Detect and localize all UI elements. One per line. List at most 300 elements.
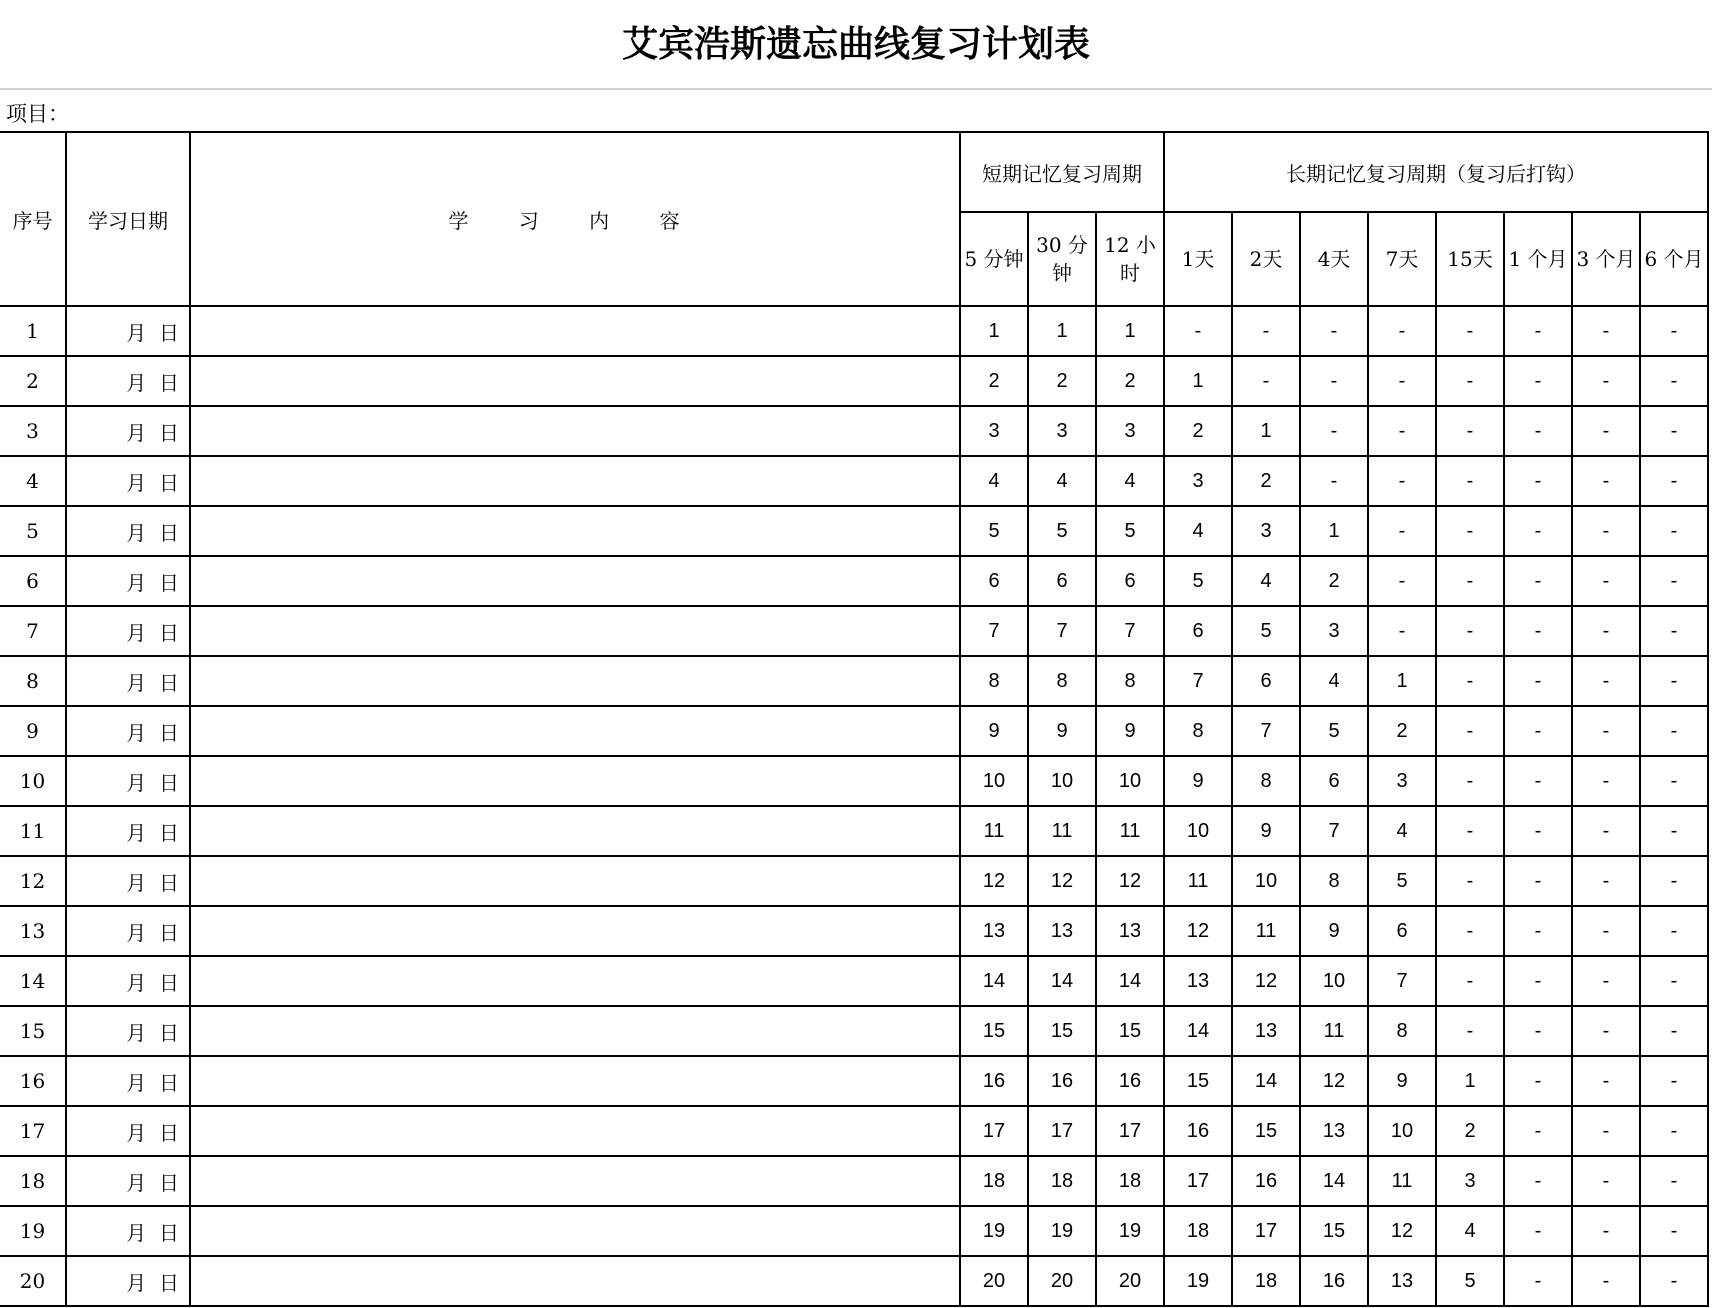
long-review-cell[interactable]: 7 — [1300, 806, 1368, 856]
title-row — [0, 0, 1712, 90]
long-review-cell[interactable]: 17 — [1164, 1156, 1232, 1206]
short-review-cell[interactable]: 3 — [1028, 406, 1096, 456]
long-review-cell[interactable]: - — [1504, 906, 1572, 956]
date-cell[interactable]: 月 日 — [66, 656, 190, 706]
header-long-col: 15天 — [1436, 212, 1504, 306]
long-review-cell[interactable]: - — [1368, 506, 1436, 556]
long-review-cell[interactable]: - — [1504, 606, 1572, 656]
long-review-cell[interactable]: - — [1572, 806, 1640, 856]
short-review-cell[interactable]: 17 — [1096, 1106, 1164, 1156]
short-review-cell[interactable]: 6 — [1096, 556, 1164, 606]
table-row — [0, 506, 1708, 556]
content-cell[interactable] — [190, 1206, 960, 1256]
table-row — [0, 356, 1708, 406]
content-cell[interactable] — [190, 556, 960, 606]
date-cell[interactable]: 月 日 — [66, 756, 190, 806]
long-review-cell[interactable]: - — [1504, 1206, 1572, 1256]
long-review-cell[interactable]: - — [1572, 906, 1640, 956]
table-row — [0, 906, 1708, 956]
long-review-cell[interactable]: - — [1436, 606, 1504, 656]
date-cell[interactable]: 月 日 — [66, 956, 190, 1006]
long-review-cell[interactable]: - — [1640, 556, 1708, 606]
short-review-cell[interactable]: 10 — [1096, 756, 1164, 806]
long-review-cell[interactable]: 14 — [1232, 1056, 1300, 1106]
long-review-cell[interactable]: - — [1436, 756, 1504, 806]
long-review-cell[interactable]: 7 — [1164, 656, 1232, 706]
long-review-cell[interactable]: 15 — [1232, 1106, 1300, 1156]
short-review-cell[interactable]: 2 — [960, 356, 1028, 406]
long-review-cell[interactable]: - — [1640, 406, 1708, 456]
short-review-cell[interactable]: 4 — [1028, 456, 1096, 506]
long-review-cell[interactable]: 1 — [1164, 356, 1232, 406]
long-review-cell[interactable]: - — [1504, 756, 1572, 806]
long-review-cell[interactable]: - — [1504, 806, 1572, 856]
long-review-cell[interactable]: 9 — [1232, 806, 1300, 856]
long-review-cell[interactable]: 13 — [1300, 1106, 1368, 1156]
short-review-cell[interactable]: 5 — [1028, 506, 1096, 556]
long-review-cell[interactable]: - — [1640, 706, 1708, 756]
short-review-cell[interactable]: 9 — [1096, 706, 1164, 756]
short-review-cell[interactable]: 13 — [960, 906, 1028, 956]
table-row — [0, 1156, 1708, 1206]
content-cell[interactable] — [190, 1256, 960, 1306]
long-review-cell[interactable]: 12 — [1232, 956, 1300, 1006]
short-review-cell[interactable]: 6 — [1028, 556, 1096, 606]
short-review-cell[interactable]: 18 — [1028, 1156, 1096, 1206]
long-review-cell[interactable]: - — [1504, 1256, 1572, 1306]
date-cell[interactable]: 月 日 — [66, 606, 190, 656]
long-review-cell[interactable]: - — [1504, 456, 1572, 506]
long-review-cell[interactable]: 10 — [1164, 806, 1232, 856]
long-review-cell[interactable]: 14 — [1164, 1006, 1232, 1056]
long-review-cell[interactable]: - — [1232, 306, 1300, 356]
short-review-cell[interactable]: 12 — [1028, 856, 1096, 906]
long-review-cell[interactable]: - — [1300, 456, 1368, 506]
header-long-col: 6 个月 — [1640, 212, 1708, 306]
long-review-cell[interactable]: - — [1368, 456, 1436, 506]
short-review-cell[interactable]: 7 — [1096, 606, 1164, 656]
date-cell[interactable]: 月 日 — [66, 806, 190, 856]
long-review-cell[interactable]: 13 — [1232, 1006, 1300, 1056]
long-review-cell[interactable]: 3 — [1300, 606, 1368, 656]
short-review-cell[interactable]: 9 — [960, 706, 1028, 756]
long-review-cell[interactable]: 12 — [1300, 1056, 1368, 1106]
short-review-cell[interactable]: 14 — [1028, 956, 1096, 1006]
short-review-cell[interactable]: 3 — [960, 406, 1028, 456]
long-review-cell[interactable]: 6 — [1164, 606, 1232, 656]
date-cell[interactable]: 月 日 — [66, 856, 190, 906]
seq-cell: 4 — [0, 456, 66, 506]
long-review-cell[interactable]: 18 — [1232, 1256, 1300, 1306]
long-review-cell[interactable]: - — [1572, 556, 1640, 606]
long-review-cell[interactable]: - — [1504, 506, 1572, 556]
short-review-cell[interactable]: 14 — [1096, 956, 1164, 1006]
long-review-cell[interactable]: - — [1572, 956, 1640, 1006]
table-row — [0, 1106, 1708, 1156]
long-review-cell[interactable]: 5 — [1368, 856, 1436, 906]
long-review-cell[interactable]: 18 — [1164, 1206, 1232, 1256]
table-row — [0, 1056, 1708, 1106]
long-review-cell[interactable]: - — [1504, 856, 1572, 906]
long-review-cell[interactable]: - — [1436, 806, 1504, 856]
long-review-cell[interactable]: 3 — [1232, 506, 1300, 556]
short-review-cell[interactable]: 20 — [1028, 1256, 1096, 1306]
long-review-cell[interactable]: - — [1640, 1156, 1708, 1206]
short-review-cell[interactable]: 5 — [1096, 506, 1164, 556]
short-review-cell[interactable]: 8 — [1028, 656, 1096, 706]
long-review-cell[interactable]: - — [1504, 1106, 1572, 1156]
long-review-cell[interactable]: - — [1504, 956, 1572, 1006]
long-review-cell[interactable]: 2 — [1436, 1106, 1504, 1156]
long-review-cell[interactable]: 3 — [1436, 1156, 1504, 1206]
seq-cell: 18 — [0, 1156, 66, 1206]
short-review-cell[interactable]: 8 — [960, 656, 1028, 706]
short-review-cell[interactable]: 9 — [1028, 706, 1096, 756]
long-review-cell[interactable]: - — [1640, 806, 1708, 856]
long-review-cell[interactable]: - — [1436, 956, 1504, 1006]
long-review-cell[interactable]: 10 — [1232, 856, 1300, 906]
long-review-cell[interactable]: 9 — [1368, 1056, 1436, 1106]
long-review-cell[interactable]: 4 — [1300, 656, 1368, 706]
short-review-cell[interactable]: 8 — [1096, 656, 1164, 706]
long-review-cell[interactable]: - — [1300, 306, 1368, 356]
long-review-cell[interactable]: 9 — [1300, 906, 1368, 956]
long-review-cell[interactable]: - — [1572, 406, 1640, 456]
date-cell[interactable]: 月 日 — [66, 1106, 190, 1156]
long-review-cell[interactable]: 12 — [1164, 906, 1232, 956]
content-cell[interactable] — [190, 906, 960, 956]
content-cell[interactable] — [190, 606, 960, 656]
content-cell[interactable] — [190, 1006, 960, 1056]
short-review-cell[interactable]: 4 — [1096, 456, 1164, 506]
long-review-cell[interactable]: - — [1368, 356, 1436, 406]
short-review-cell[interactable]: 17 — [960, 1106, 1028, 1156]
seq-cell: 13 — [0, 906, 66, 956]
short-review-cell[interactable]: 7 — [960, 606, 1028, 656]
long-review-cell[interactable]: 9 — [1164, 756, 1232, 806]
long-review-cell[interactable]: - — [1572, 356, 1640, 406]
long-review-cell[interactable]: 16 — [1232, 1156, 1300, 1206]
short-review-cell[interactable]: 10 — [1028, 756, 1096, 806]
table-row — [0, 1206, 1708, 1256]
long-review-cell[interactable]: - — [1640, 506, 1708, 556]
long-review-cell[interactable]: 5 — [1436, 1256, 1504, 1306]
long-review-cell[interactable]: - — [1436, 706, 1504, 756]
long-review-cell[interactable]: 2 — [1300, 556, 1368, 606]
short-review-cell[interactable]: 11 — [1028, 806, 1096, 856]
short-review-cell[interactable]: 12 — [960, 856, 1028, 906]
short-review-cell[interactable]: 1 — [1096, 306, 1164, 356]
header-seq: 序号 — [0, 132, 66, 306]
long-review-cell[interactable]: - — [1640, 1106, 1708, 1156]
short-review-cell[interactable]: 11 — [1096, 806, 1164, 856]
seq-cell: 15 — [0, 1006, 66, 1056]
long-review-cell[interactable]: - — [1436, 856, 1504, 906]
table-row — [0, 656, 1708, 706]
long-review-cell[interactable]: - — [1232, 356, 1300, 406]
content-cell[interactable] — [190, 406, 960, 456]
long-review-cell[interactable]: - — [1640, 356, 1708, 406]
long-review-cell[interactable]: 3 — [1368, 756, 1436, 806]
short-review-cell[interactable]: 15 — [960, 1006, 1028, 1056]
date-cell[interactable]: 月 日 — [66, 1006, 190, 1056]
long-review-cell[interactable]: - — [1504, 1156, 1572, 1206]
long-review-cell[interactable]: 11 — [1232, 906, 1300, 956]
review-plan-table — [0, 131, 1709, 1307]
long-review-cell[interactable]: 12 — [1368, 1206, 1436, 1256]
long-review-cell[interactable]: - — [1640, 906, 1708, 956]
short-review-cell[interactable]: 7 — [1028, 606, 1096, 656]
date-cell[interactable]: 月 日 — [66, 1206, 190, 1256]
long-review-cell[interactable]: 1 — [1436, 1056, 1504, 1106]
long-review-cell[interactable]: - — [1300, 406, 1368, 456]
long-review-cell[interactable]: 6 — [1300, 756, 1368, 806]
long-review-cell[interactable]: 2 — [1368, 706, 1436, 756]
long-review-cell[interactable]: 7 — [1232, 706, 1300, 756]
short-review-cell[interactable]: 16 — [1096, 1056, 1164, 1106]
long-review-cell[interactable]: - — [1436, 1006, 1504, 1056]
content-cell[interactable] — [190, 706, 960, 756]
long-review-cell[interactable]: - — [1640, 956, 1708, 1006]
seq-cell: 9 — [0, 706, 66, 756]
long-review-cell[interactable]: - — [1436, 656, 1504, 706]
long-review-cell[interactable]: - — [1572, 1006, 1640, 1056]
content-cell[interactable] — [190, 656, 960, 706]
long-review-cell[interactable]: 10 — [1300, 956, 1368, 1006]
long-review-cell[interactable]: 2 — [1164, 406, 1232, 456]
date-cell[interactable]: 月 日 — [66, 1156, 190, 1206]
long-review-cell[interactable]: - — [1504, 706, 1572, 756]
table-row — [0, 406, 1708, 456]
short-review-cell[interactable]: 13 — [1028, 906, 1096, 956]
date-cell[interactable]: 月 日 — [66, 456, 190, 506]
date-cell[interactable]: 月 日 — [66, 906, 190, 956]
long-review-cell[interactable]: 1 — [1300, 506, 1368, 556]
content-cell[interactable] — [190, 956, 960, 1006]
seq-cell: 6 — [0, 556, 66, 606]
header-long-col: 3 个月 — [1572, 212, 1640, 306]
header-long-term: 长期记忆复习周期（复习后打钩） — [1164, 132, 1708, 212]
seq-cell: 16 — [0, 1056, 66, 1106]
long-review-cell[interactable]: 6 — [1368, 906, 1436, 956]
date-cell[interactable]: 月 日 — [66, 506, 190, 556]
long-review-cell[interactable]: - — [1504, 656, 1572, 706]
content-cell[interactable] — [190, 306, 960, 356]
long-review-cell[interactable]: 8 — [1300, 856, 1368, 906]
long-review-cell[interactable]: - — [1436, 906, 1504, 956]
long-review-cell[interactable]: - — [1504, 1056, 1572, 1106]
long-review-cell[interactable]: 3 — [1164, 456, 1232, 506]
content-cell[interactable] — [190, 1056, 960, 1106]
long-review-cell[interactable]: - — [1504, 306, 1572, 356]
short-review-cell[interactable]: 20 — [1096, 1256, 1164, 1306]
short-review-cell[interactable]: 10 — [960, 756, 1028, 806]
table-row — [0, 1256, 1708, 1306]
long-review-cell[interactable]: 13 — [1164, 956, 1232, 1006]
long-review-cell[interactable]: - — [1572, 1106, 1640, 1156]
long-review-cell[interactable]: - — [1504, 356, 1572, 406]
long-review-cell[interactable]: - — [1640, 656, 1708, 706]
date-cell[interactable]: 月 日 — [66, 356, 190, 406]
content-cell[interactable] — [190, 856, 960, 906]
long-review-cell[interactable]: 4 — [1164, 506, 1232, 556]
date-cell[interactable]: 月 日 — [66, 1256, 190, 1306]
long-review-cell[interactable]: - — [1436, 356, 1504, 406]
long-review-cell[interactable]: 16 — [1300, 1256, 1368, 1306]
long-review-cell[interactable]: - — [1572, 1056, 1640, 1106]
long-review-cell[interactable]: - — [1640, 1206, 1708, 1256]
long-review-cell[interactable]: - — [1640, 306, 1708, 356]
seq-cell: 17 — [0, 1106, 66, 1156]
content-cell[interactable] — [190, 456, 960, 506]
long-review-cell[interactable]: 13 — [1368, 1256, 1436, 1306]
long-review-cell[interactable]: 7 — [1368, 956, 1436, 1006]
long-review-cell[interactable]: 11 — [1300, 1006, 1368, 1056]
long-review-cell[interactable]: 4 — [1368, 806, 1436, 856]
long-review-cell[interactable]: - — [1640, 606, 1708, 656]
short-review-cell[interactable]: 19 — [1028, 1206, 1096, 1256]
short-review-cell[interactable]: 1 — [960, 306, 1028, 356]
long-review-cell[interactable]: - — [1504, 406, 1572, 456]
table-row — [0, 456, 1708, 506]
long-review-cell[interactable]: 1 — [1368, 656, 1436, 706]
long-review-cell[interactable]: 1 — [1232, 406, 1300, 456]
long-review-cell[interactable]: 15 — [1164, 1056, 1232, 1106]
short-review-cell[interactable]: 20 — [960, 1256, 1028, 1306]
short-review-cell[interactable]: 11 — [960, 806, 1028, 856]
short-review-cell[interactable]: 1 — [1028, 306, 1096, 356]
long-review-cell[interactable]: - — [1164, 306, 1232, 356]
long-review-cell[interactable]: - — [1640, 1256, 1708, 1306]
long-review-cell[interactable]: - — [1368, 556, 1436, 606]
long-review-cell[interactable]: 5 — [1164, 556, 1232, 606]
long-review-cell[interactable]: 5 — [1232, 606, 1300, 656]
long-review-cell[interactable]: 5 — [1300, 706, 1368, 756]
long-review-cell[interactable]: - — [1436, 506, 1504, 556]
long-review-cell[interactable]: - — [1368, 606, 1436, 656]
long-review-cell[interactable]: 15 — [1300, 1206, 1368, 1256]
long-review-cell[interactable]: - — [1436, 406, 1504, 456]
long-review-cell[interactable]: 6 — [1232, 656, 1300, 706]
date-cell[interactable]: 月 日 — [66, 406, 190, 456]
long-review-cell[interactable]: - — [1572, 1256, 1640, 1306]
long-review-cell[interactable]: - — [1572, 1206, 1640, 1256]
long-review-cell[interactable]: 8 — [1164, 706, 1232, 756]
long-review-cell[interactable]: 8 — [1368, 1006, 1436, 1056]
long-review-cell[interactable]: 14 — [1300, 1156, 1368, 1206]
short-review-cell[interactable]: 16 — [960, 1056, 1028, 1106]
short-review-cell[interactable]: 4 — [960, 456, 1028, 506]
long-review-cell[interactable]: - — [1572, 706, 1640, 756]
short-review-cell[interactable]: 19 — [1096, 1206, 1164, 1256]
short-review-cell[interactable]: 17 — [1028, 1106, 1096, 1156]
long-review-cell[interactable]: - — [1572, 306, 1640, 356]
long-review-cell[interactable]: - — [1504, 1006, 1572, 1056]
short-review-cell[interactable]: 14 — [960, 956, 1028, 1006]
content-cell[interactable] — [190, 806, 960, 856]
long-review-cell[interactable]: - — [1504, 556, 1572, 606]
short-review-cell[interactable]: 12 — [1096, 856, 1164, 906]
content-cell[interactable] — [190, 1156, 960, 1206]
short-review-cell[interactable]: 5 — [960, 506, 1028, 556]
long-review-cell[interactable]: - — [1640, 1056, 1708, 1106]
short-review-cell[interactable]: 2 — [1096, 356, 1164, 406]
long-review-cell[interactable]: - — [1572, 456, 1640, 506]
content-cell[interactable] — [190, 756, 960, 806]
content-cell[interactable] — [190, 506, 960, 556]
table-row — [0, 306, 1708, 356]
long-review-cell[interactable]: - — [1572, 606, 1640, 656]
header-short-col: 30 分钟 — [1028, 212, 1096, 306]
seq-cell: 20 — [0, 1256, 66, 1306]
long-review-cell[interactable]: 4 — [1436, 1206, 1504, 1256]
header-short-term: 短期记忆复习周期 — [960, 132, 1164, 212]
content-cell[interactable] — [190, 356, 960, 406]
seq-cell: 3 — [0, 406, 66, 456]
table-row — [0, 806, 1708, 856]
short-review-cell[interactable]: 18 — [1096, 1156, 1164, 1206]
long-review-cell[interactable]: - — [1572, 1156, 1640, 1206]
table-row — [0, 606, 1708, 656]
short-review-cell[interactable]: 3 — [1096, 406, 1164, 456]
seq-cell: 19 — [0, 1206, 66, 1256]
seq-cell: 11 — [0, 806, 66, 856]
content-cell[interactable] — [190, 1106, 960, 1156]
short-review-cell[interactable]: 2 — [1028, 356, 1096, 406]
date-cell[interactable]: 月 日 — [66, 556, 190, 606]
long-review-cell[interactable]: 2 — [1232, 456, 1300, 506]
long-review-cell[interactable]: - — [1572, 856, 1640, 906]
date-cell[interactable]: 月 日 — [66, 306, 190, 356]
date-cell[interactable]: 月 日 — [66, 1056, 190, 1106]
long-review-cell[interactable]: - — [1640, 756, 1708, 806]
long-review-cell[interactable]: - — [1640, 456, 1708, 506]
project-label: 项目： — [6, 102, 69, 126]
date-cell[interactable]: 月 日 — [66, 706, 190, 756]
short-review-cell[interactable]: 19 — [960, 1206, 1028, 1256]
short-review-cell[interactable]: 6 — [960, 556, 1028, 606]
long-review-cell[interactable]: 10 — [1368, 1106, 1436, 1156]
short-review-cell[interactable]: 15 — [1028, 1006, 1096, 1056]
table-row — [0, 556, 1708, 606]
long-review-cell[interactable]: - — [1572, 506, 1640, 556]
sheet-title: 艾宾浩斯遗忘曲线复习计划表 — [621, 23, 1090, 65]
long-review-cell[interactable]: - — [1300, 356, 1368, 406]
long-review-cell[interactable]: - — [1572, 656, 1640, 706]
long-review-cell[interactable]: 8 — [1232, 756, 1300, 806]
short-review-cell[interactable]: 15 — [1096, 1006, 1164, 1056]
short-review-cell[interactable]: 13 — [1096, 906, 1164, 956]
long-review-cell[interactable]: - — [1368, 306, 1436, 356]
long-review-cell[interactable]: - — [1436, 456, 1504, 506]
short-review-cell[interactable]: 18 — [960, 1156, 1028, 1206]
long-review-cell[interactable]: 16 — [1164, 1106, 1232, 1156]
long-review-cell[interactable]: - — [1640, 856, 1708, 906]
long-review-cell[interactable]: 19 — [1164, 1256, 1232, 1306]
long-review-cell[interactable]: - — [1572, 756, 1640, 806]
table-row — [0, 706, 1708, 756]
long-review-cell[interactable]: 11 — [1368, 1156, 1436, 1206]
long-review-cell[interactable]: 17 — [1232, 1206, 1300, 1256]
long-review-cell[interactable]: - — [1640, 1006, 1708, 1056]
long-review-cell[interactable]: 11 — [1164, 856, 1232, 906]
short-review-cell[interactable]: 16 — [1028, 1056, 1096, 1106]
long-review-cell[interactable]: 4 — [1232, 556, 1300, 606]
header-short-col: 5 分钟 — [960, 212, 1028, 306]
long-review-cell[interactable]: - — [1436, 306, 1504, 356]
long-review-cell[interactable]: - — [1368, 406, 1436, 456]
long-review-cell[interactable]: - — [1436, 556, 1504, 606]
